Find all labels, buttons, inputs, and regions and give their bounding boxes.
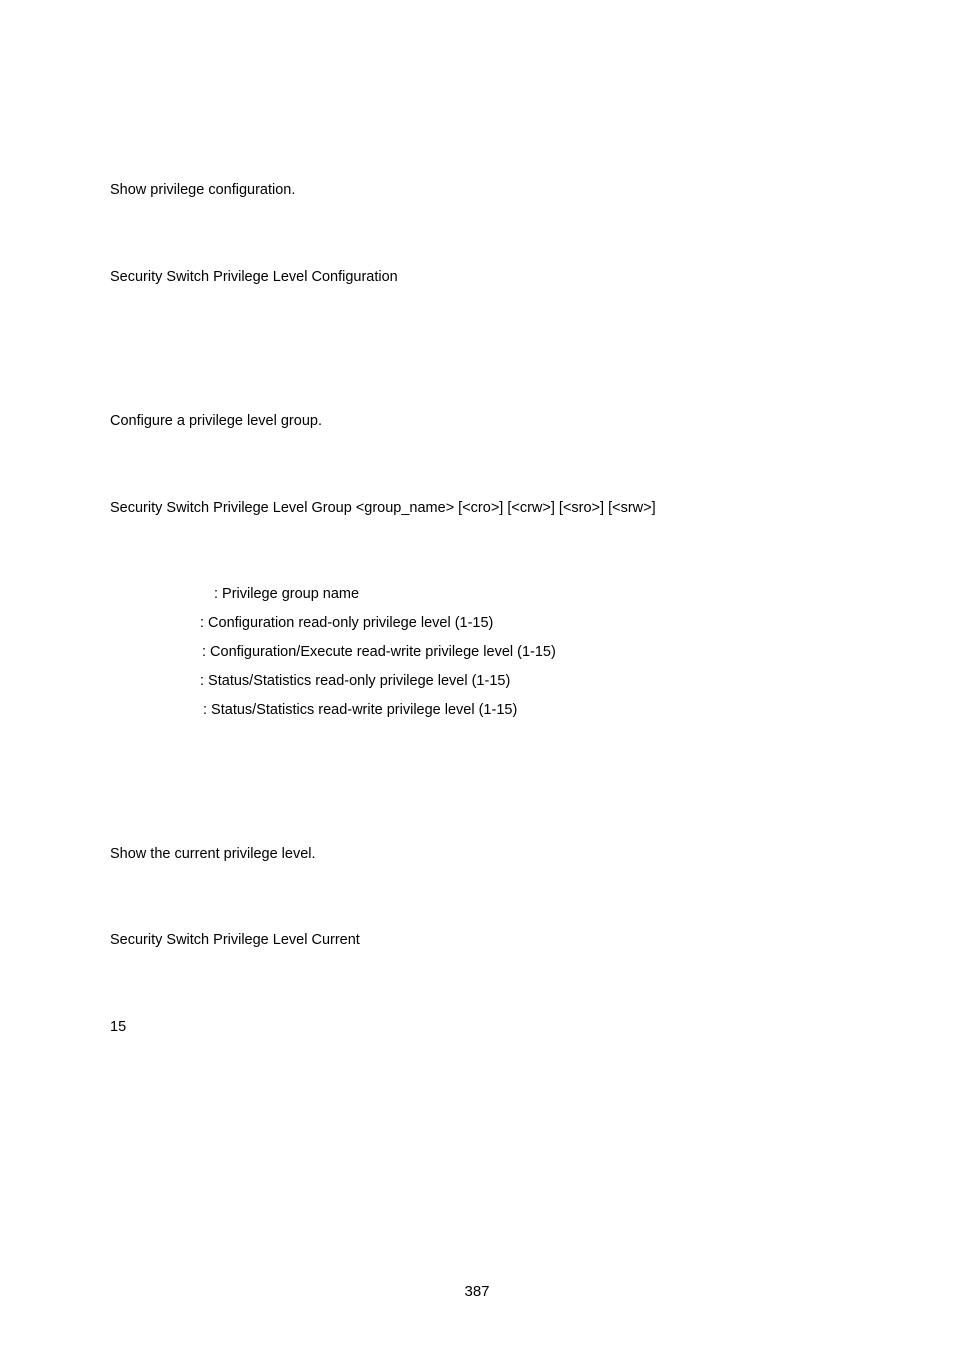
description-text: Show privilege configuration.	[110, 182, 296, 198]
description-text: Configure a privilege level group.	[110, 413, 322, 429]
syntax-text: Security Switch Privilege Level Configuration	[110, 269, 398, 285]
parameter-group-name: : Privilege group name	[214, 586, 360, 602]
example-text: 15	[110, 1019, 127, 1035]
syntax-text: Security Switch Privilege Level Current	[110, 932, 360, 948]
parameter-crw: : Configuration/Execute read-write privilege level (1-15)	[202, 644, 556, 660]
parameter-srw: : Status/Statistics read-write privilege level (1-15)	[203, 702, 518, 718]
parameter-sro: : Status/Statistics read-only privilege level (1-15)	[200, 673, 511, 689]
syntax-text: Security Switch Privilege Level Group <group_name> [<cro>] [<crw>] [<sro>] [<srw>]	[110, 500, 656, 516]
description-text: Show the current privilege level.	[110, 846, 316, 862]
parameter-cro: : Configuration read-only privilege level (1-15)	[200, 615, 494, 631]
page-number: 387	[464, 1283, 490, 1300]
